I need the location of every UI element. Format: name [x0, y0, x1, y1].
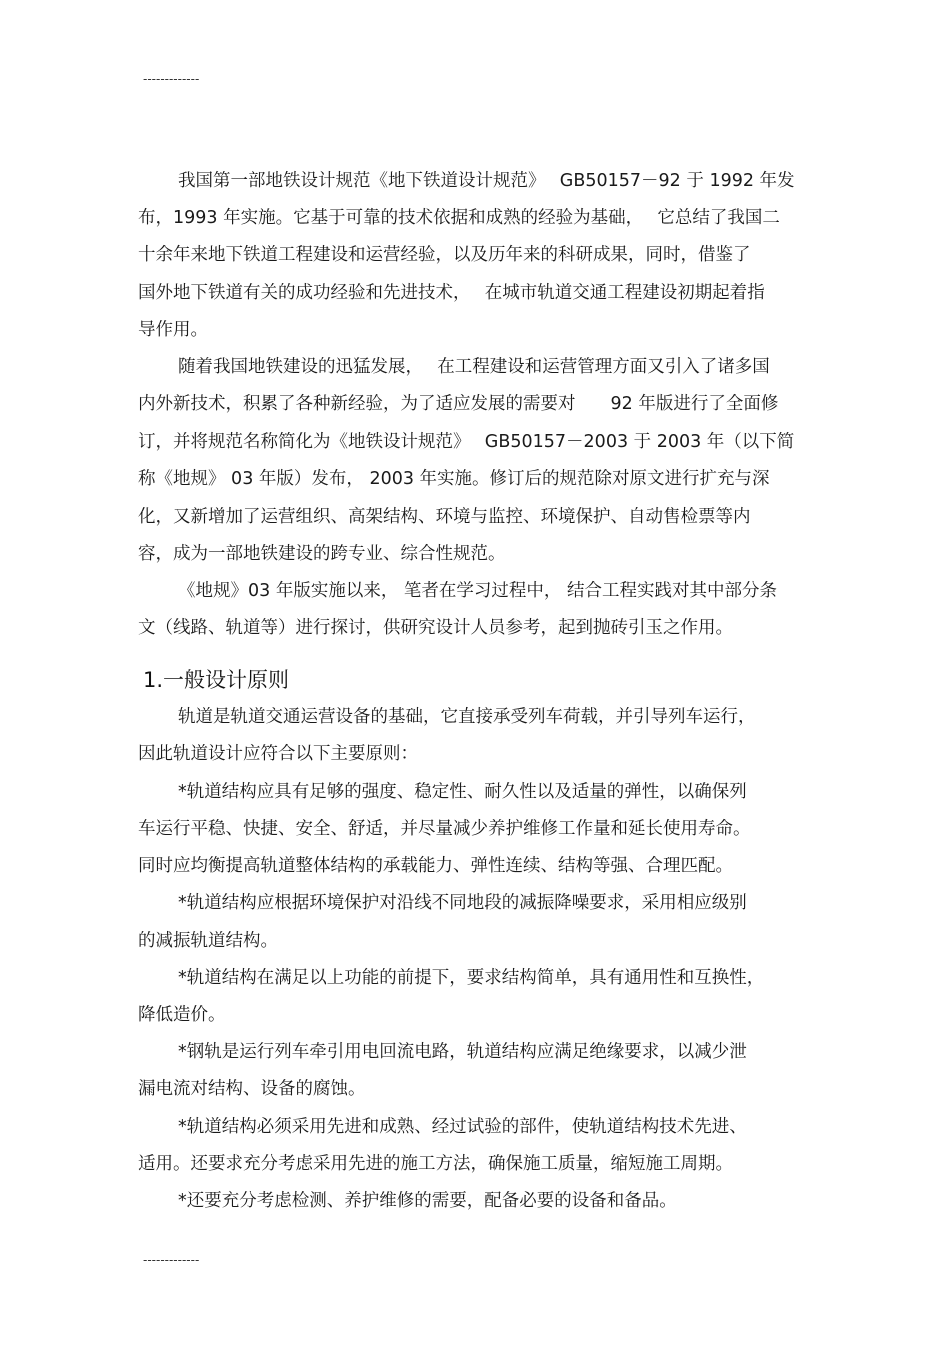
paragraph-line: 容，成为一部地铁建设的跨专业、综合性规范。: [138, 544, 506, 564]
paragraph-line: 《地规》03 年版实施以来， 笔者在学习过程中， 结合工程实践对其中部分条: [178, 581, 777, 601]
bullet-line: *还要充分考虑检测、养护维修的需要，配备必要的设备和备品。: [178, 1191, 677, 1211]
section-heading: 1.一般设计原则: [143, 668, 290, 692]
header-rule: -------------: [143, 72, 200, 86]
paragraph-line: 同时应均衡提高轨道整体结构的承载能力、弹性连续、结构等强、合理匹配。: [138, 856, 733, 876]
paragraph-line: 十余年来地下铁道工程建设和运营经验，以及历年来的科研成果，同时，借鉴了: [138, 245, 751, 265]
paragraph-line: 我国第一部地铁设计规范《地下铁道设计规范》 GB50157－92 于 1992 年发: [178, 171, 795, 191]
bullet-line: *轨道结构应具有足够的强度、稳定性、耐久性以及适量的弹性，以确保列: [178, 782, 747, 802]
paragraph-line: 车运行平稳、快捷、安全、舒适，并尽量减少养护维修工作量和延长使用寿命。: [138, 819, 751, 839]
paragraph-line: 布，1993 年实施。它基于可靠的技术依据和成熟的经验为基础， 它总结了我国二: [138, 208, 780, 228]
paragraph-line: 适用。还要求充分考虑采用先进的施工方法，确保施工质量，缩短施工周期。: [138, 1154, 733, 1174]
paragraph-line: 漏电流对结构、设备的腐蚀。: [138, 1079, 366, 1099]
bullet-line: *钢轨是运行列车牵引用电回流电路，轨道结构应满足绝缘要求，以减少泄: [178, 1042, 747, 1062]
bullet-line: *轨道结构必须采用先进和成熟、经过试验的部件，使轨道结构技术先进、: [178, 1117, 747, 1137]
paragraph-line: 称《地规》 03 年版）发布， 2003 年实施。修订后的规范除对原文进行扩充与深: [138, 469, 770, 489]
paragraph-line: 的减振轨道结构。: [138, 931, 278, 951]
paragraph-line: 文（线路、轨道等）进行探讨，供研究设计人员参考，起到抛砖引玉之作用。: [138, 618, 733, 638]
paragraph-line: 轨道是轨道交通运营设备的基础，它直接承受列车荷载，并引导列车运行，: [178, 707, 756, 727]
paragraph-line: 国外地下铁道有关的成功经验和先进技术， 在城市轨道交通工程建设初期起着指: [138, 283, 765, 303]
paragraph-line: 化，又新增加了运营组织、高架结构、环境与监控、环境保护、自动售检票等内: [138, 507, 751, 527]
paragraph-line: 订，并将规范名称简化为《地铁设计规范》 GB50157－2003 于 2003 年（以下简: [138, 432, 795, 452]
footer-rule: -------------: [143, 1253, 200, 1267]
paragraph-line: 降低造价。: [138, 1005, 226, 1025]
bullet-line: *轨道结构应根据环境保护对沿线不同地段的减振降噪要求，采用相应级别: [178, 893, 747, 913]
paragraph-line: 内外新技术，积累了各种新经验，为了适应发展的需要对 92 年版进行了全面修: [138, 394, 779, 414]
paragraph-line: 因此轨道设计应符合以下主要原则：: [138, 744, 418, 764]
bullet-line: *轨道结构在满足以上功能的前提下，要求结构简单，具有通用性和互换性，: [178, 968, 765, 988]
paragraph-line: 导作用。: [138, 320, 208, 340]
paragraph-line: 随着我国地铁建设的迅猛发展， 在工程建设和运营管理方面又引入了诸多国: [178, 357, 770, 377]
